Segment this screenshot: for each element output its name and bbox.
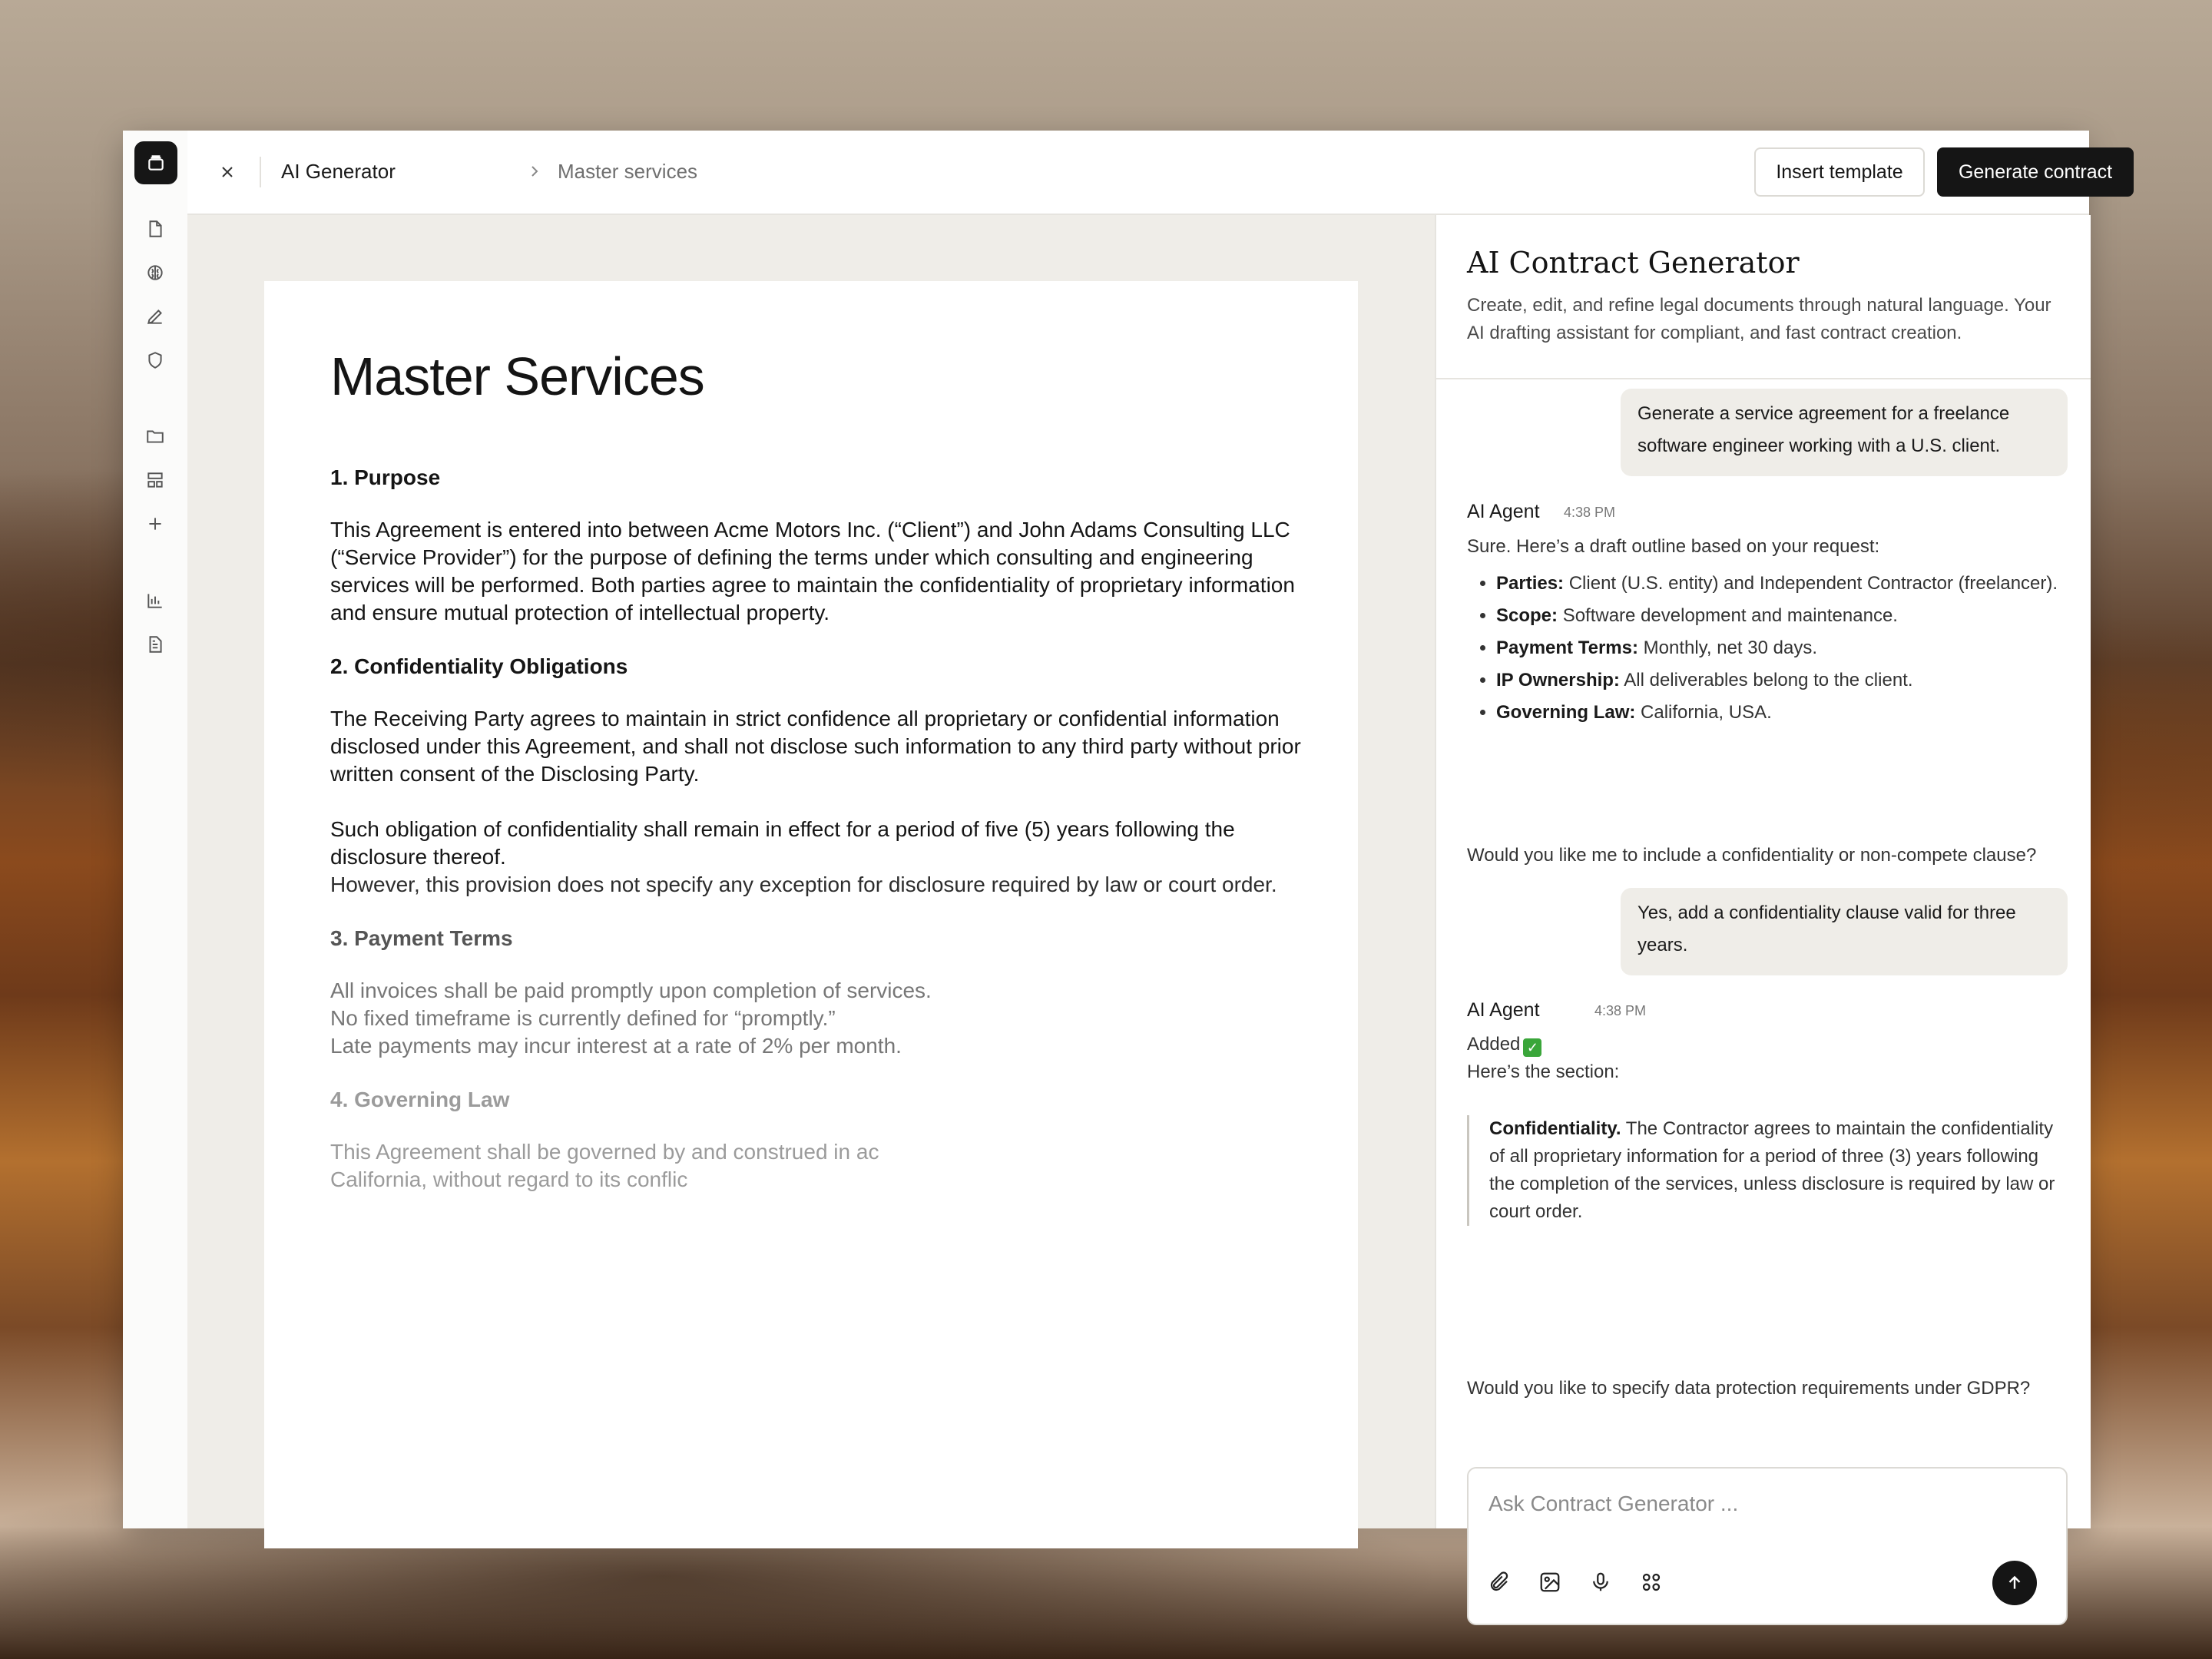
document-canvas	[187, 215, 1435, 1528]
agent-text: Sure. Here’s a draft outline based on your request:	[1467, 536, 1880, 557]
brain-icon[interactable]	[143, 260, 167, 285]
panel-title: AI Contract Generator	[1467, 246, 1800, 280]
agent-text: Would you like to specify data protection requirements under GDPR?	[1467, 1378, 2031, 1399]
folder-icon[interactable]	[143, 424, 167, 449]
ai-panel	[1435, 215, 2091, 1528]
document-icon[interactable]	[143, 217, 167, 241]
outline-list	[1467, 570, 2095, 731]
section-heading: 3. Payment Terms	[330, 926, 513, 950]
agent-text: Would you like me to include a confidentiality or non-compete clause?	[1467, 845, 2037, 866]
left-rail	[123, 131, 189, 1528]
fade-overlay	[802, 1264, 1358, 1418]
section-paragraph: Late payments may incur interest at a rate of 2% per month.	[330, 1034, 902, 1058]
section-paragraph: The Receiving Party agrees to maintain in strict confidence all proprietary or confidential information disclosed under this Agreement, and shall not disclose such information to any third party without prior written consent of the Disclosing Party.	[330, 707, 1301, 786]
list-item: • IP Ownership: All deliverables belong to the client.	[1496, 667, 2095, 694]
insert-template-button[interactable]: Insert template	[1754, 147, 1925, 197]
document-page[interactable]	[264, 281, 1358, 1548]
chat-input[interactable]	[1488, 1488, 2026, 1519]
section-paragraph: This Agreement shall be governed by and construed in ac	[330, 1140, 879, 1164]
agent-name: AI Agent	[1467, 501, 1540, 522]
list-item: • Scope: Software development and maintenance.	[1496, 602, 2095, 630]
close-icon[interactable]	[215, 160, 240, 184]
divider	[260, 157, 261, 187]
top-bar	[187, 131, 2113, 215]
agent-text: Here’s the section:	[1467, 1061, 1620, 1082]
chevron-right-icon	[525, 160, 544, 187]
plus-icon[interactable]	[143, 512, 167, 536]
chat-composer	[1467, 1467, 2068, 1625]
microphone-icon[interactable]	[1587, 1568, 1614, 1596]
list-item: • Payment Terms: Monthly, net 30 days.	[1496, 634, 2095, 662]
panel-header	[1436, 215, 2091, 379]
file-text-icon[interactable]	[143, 632, 167, 657]
breadcrumb-ai-generator[interactable]: AI Generator	[281, 160, 396, 183]
section-paragraph: No fixed timeframe is currently defined for “promptly.”	[330, 1006, 836, 1030]
check-mark-icon: ✓	[1523, 1038, 1541, 1057]
app-window	[123, 131, 2113, 1528]
list-item: • Governing Law: California, USA.	[1496, 699, 2095, 727]
send-button[interactable]	[1992, 1561, 2037, 1605]
section-paragraph: However, this provision does not specify any exception for disclosure required by law or court order.	[330, 873, 1277, 896]
paperclip-icon[interactable]	[1485, 1568, 1513, 1596]
panel-subtitle: Create, edit, and refine legal documents through natural language. Your AI drafting assistant for compliant, and fast contract creation.	[1467, 295, 2051, 343]
shield-icon[interactable]	[143, 348, 167, 373]
layout-icon[interactable]	[143, 468, 167, 492]
breadcrumb-current: Master services	[558, 160, 698, 183]
user-message: Generate a service agreement for a freelance software engineer working with a U.S. client.	[1621, 389, 2068, 476]
bar-chart-icon[interactable]	[143, 588, 167, 613]
section-paragraph: This Agreement is entered into between Acme Motors Inc. (“Client”) and John Adams Consulting LLC (“Service Provider”) for the purpose of defining the terms under which consulting and engineering services will be performed. Both parties agree to maintain the confidentiality of proprietary information and ensure mutual protection of intellectual property.	[330, 518, 1295, 624]
section-paragraph: California, without regard to its conflic	[330, 1167, 688, 1191]
user-message: Yes, add a confidentiality clause valid for three years.	[1621, 888, 2068, 975]
apps-grid-icon[interactable]	[1637, 1568, 1665, 1596]
section-paragraph: All invoices shall be paid promptly upon completion of services.	[330, 979, 932, 1002]
clause-quote: Confidentiality. The Contractor agrees to maintain the confidentiality of all proprietary information for a period of three (3) years following the completion of the services, unless disclosure is required by law or court order.	[1467, 1115, 2068, 1226]
agent-name: AI Agent	[1467, 999, 1540, 1021]
image-icon[interactable]	[1536, 1568, 1564, 1596]
document-title: Master Services	[330, 346, 704, 406]
message-time: 4:38 PM	[1594, 1003, 1647, 1018]
generate-contract-button[interactable]: Generate contract	[1937, 147, 2134, 197]
list-item: • Parties: Client (U.S. entity) and Independent Contractor (freelancer).	[1496, 570, 2095, 598]
agent-text: Added ✓	[1467, 1031, 1541, 1058]
section-heading: 1. Purpose	[330, 465, 441, 489]
arrow-up-icon	[2005, 1573, 2025, 1593]
section-heading: 4. Governing Law	[330, 1088, 510, 1111]
section-paragraph: Such obligation of confidentiality shall remain in effect for a period of five (5) years following the disclosure thereof.	[330, 817, 1235, 869]
pencil-icon[interactable]	[143, 304, 167, 329]
message-time: 4:38 PM	[1564, 505, 1616, 520]
section-heading: 2. Confidentiality Obligations	[330, 654, 628, 678]
app-logo-icon[interactable]	[134, 141, 177, 184]
